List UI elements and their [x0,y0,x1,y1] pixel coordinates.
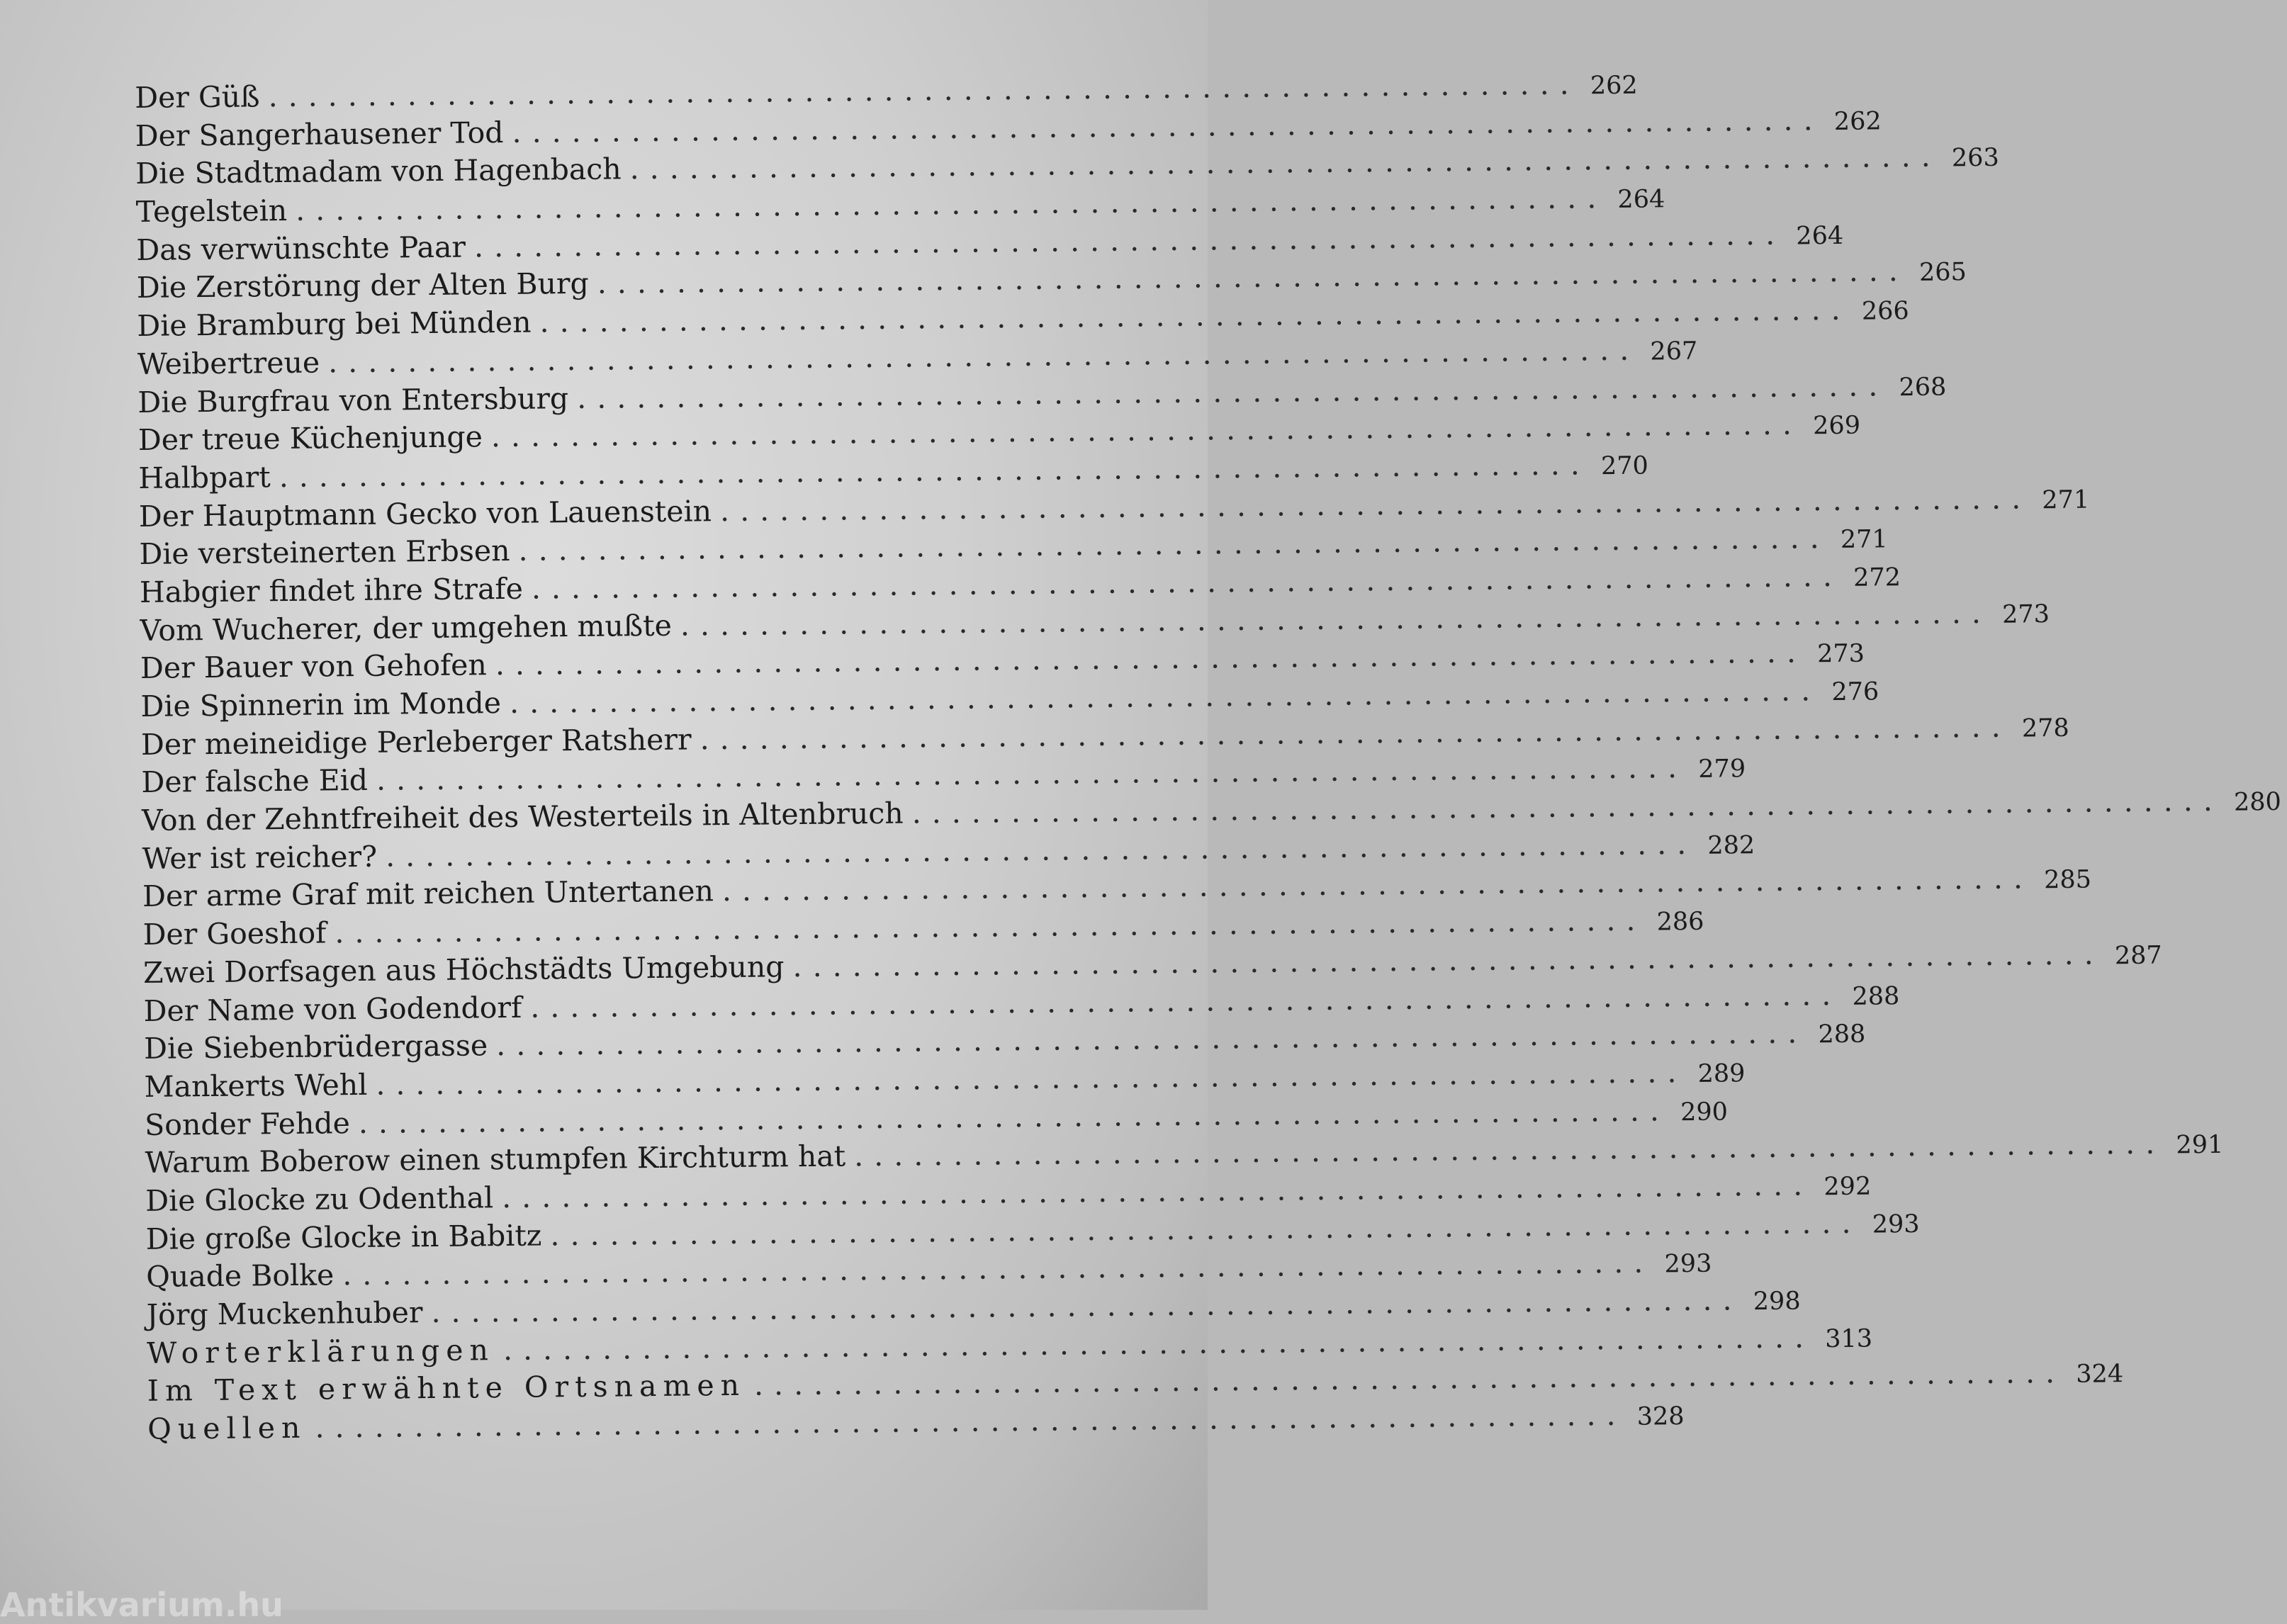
toc-entry-title: Die Bramburg bei Münden [137,305,532,344]
dot-leader: .................................................................. [680,595,1992,643]
dot-leader: .................................................................. [495,1015,1808,1063]
toc-entry-page: 276 [1831,677,1879,707]
toc-entry-page: 288 [1852,981,1900,1011]
toc-entry-title: Die Stadtmadam von Hagenbach [135,152,622,191]
toc-entry-page: 293 [1872,1209,1920,1239]
toc-entry-page: 264 [1796,221,1844,251]
toc-entry-page: 271 [1840,525,1888,555]
toc-entry-title: Der treue Küchenjunge [137,419,483,458]
toc-entry-title: Quade Bolke [145,1258,335,1295]
toc-entry [147,1397,1685,1449]
dot-leader: .................................................................. [342,1245,1654,1292]
toc-entry-title: Der Güß [135,79,260,115]
dot-leader: .................................................................. [721,861,2034,908]
toc-entry-title: Worterklärungen [147,1332,495,1370]
toc-entry-page: 266 [1861,297,1909,326]
toc-entry-title: Warum Boberow einen stumpfen Kirchturm hat [145,1139,846,1180]
toc-entry-title: Vom Wucherer, der umgehen mußte [140,608,673,648]
dot-leader: .................................................................. [502,1320,1815,1367]
dot-leader: .................................................................. [376,750,1688,798]
dot-leader: .................................................................. [531,558,1843,606]
dot-leader: .................................................................. [315,1397,1626,1445]
toc-entry-title: Der Hauptmann Gecko von Lauenstein [138,493,712,534]
toc-entry-page: 262 [1590,71,1638,101]
toc-entry-page: 269 [1812,411,1861,441]
dot-leader: .................................................................. [853,1126,2166,1173]
toc-entry-title: Die Burgfrau von Entersburg [137,380,569,419]
toc-entry-page: 288 [1818,1020,1866,1049]
toc-entry-title: Die versteinerten Erbsen [139,534,510,572]
toc-entry-page: 293 [1664,1250,1712,1279]
dot-leader: .................................................................. [629,139,1941,186]
dot-leader: .................................................................. [539,292,1851,339]
toc-entry-title: Wer ist reicher? [142,839,378,876]
toc-entry-title: Der arme Graf mit reichen Untertanen [142,874,714,914]
dot-leader: .................................................................. [550,1205,1862,1253]
dot-leader: .................................................................. [501,1168,1814,1215]
toc-entry-page: 272 [1853,563,1901,592]
toc-entry-title: Der meineidige Perleberger Ratsherr [140,722,692,762]
dot-leader: .................................................................. [719,480,2032,528]
dot-leader: .................................................................. [327,332,1640,380]
dot-leader: .................................................................. [335,903,1646,950]
toc-entry-title: Quellen [147,1410,307,1446]
toc-entry-page: 271 [2042,485,2090,514]
dot-leader: .................................................................. [699,709,2011,757]
toc-entry-title: Der Sangerhausener Tod [135,115,504,153]
toc-entry-page: 267 [1650,337,1698,366]
toc-entry-page: 286 [1656,907,1704,937]
dot-leader: .................................................................. [512,102,1824,150]
toc-entry-page: 268 [1899,372,1947,402]
toc-entry-page: 282 [1707,830,1755,860]
toc-entry-title: Die Glocke zu Odenthal [145,1180,494,1218]
dot-leader: .................................................................. [509,673,1821,720]
toc-entry-title: Die große Glocke in Babitz [145,1218,542,1256]
toc-entry-title: Mankerts Wehl [144,1067,368,1104]
toc-entry-title: Zwei Dorfsagen aus Höchstädts Umgebung [142,949,785,990]
toc-entry-page: 279 [1698,755,1746,784]
toc-entry-page: 289 [1697,1059,1746,1088]
toc-entry-page: 278 [2021,714,2069,743]
toc-entry-title: Sonder Fehde [144,1105,351,1142]
toc-entry-page: 285 [2043,865,2092,895]
toc-entry-page: 324 [2076,1360,2124,1389]
dot-leader: .................................................................. [473,217,1786,264]
dot-leader: .................................................................. [490,407,1803,454]
toc-entry-page: 263 [1951,144,1999,173]
toc-entry-page: 298 [1753,1287,1801,1316]
toc-entry-title: Die Siebenbrüdergasse [143,1028,488,1066]
toc-entry-page: 262 [1833,107,1882,136]
toc-entry-page: 290 [1680,1098,1729,1127]
toc-entry-title: Die Zerstörung der Alten Burg [136,266,589,305]
toc-entry-page: 313 [1825,1324,1873,1353]
toc-entry-title: Von der Zehntfreiheit des Westerteils in Altenbruch [141,796,904,838]
toc-entry-title: Das verwünschte Paar [136,230,466,267]
dot-leader: .................................................................. [385,826,1697,874]
dot-leader: .................................................................. [431,1282,1743,1330]
toc-entry-page: 270 [1600,451,1649,481]
dot-leader: .................................................................. [792,937,2104,983]
dot-leader: .................................................................. [529,977,1842,1025]
dot-leader: .................................................................. [268,67,1580,114]
toc-entry-title: Der Bauer von Gehofen [140,648,488,686]
dot-leader: .................................................................. [279,447,1591,494]
toc-entry-title: Der Goeshof [142,915,327,952]
toc-entry-title: Die Spinnerin im Monde [140,686,502,723]
dot-leader: .................................................................. [495,635,1807,682]
toc-entry-page: 280 [2233,788,2281,817]
toc-entry-title: Jörg Muckenhuber [146,1295,423,1332]
toc-entry-page: 291 [2176,1131,2224,1160]
toc-entry-title: Weibertreue [137,345,320,381]
toc-entry-title: Tegelstein [135,193,288,230]
toc-entry-title: Der falsche Eid [141,763,369,800]
toc-entry-page: 292 [1824,1172,1872,1202]
toc-entry-title: Habgier findet ihre Strafe [139,571,524,609]
dot-leader: .................................................................. [376,1054,1687,1102]
toc-entry-page: 328 [1636,1402,1685,1431]
toc-entry-page: 264 [1617,185,1665,214]
dot-leader: .................................................................. [911,783,2224,830]
toc-entry-title: Der Name von Godendorf [143,990,522,1028]
dot-leader: .................................................................. [295,181,1607,227]
watermark: Antikvarium.hu [0,1586,283,1624]
dot-leader: .................................................................. [576,368,1889,415]
toc-entry-page: 287 [2114,941,2162,971]
dot-leader: .................................................................. [597,254,1909,301]
toc-entry-page: 273 [2001,599,2050,629]
dot-leader: .................................................................. [518,521,1830,568]
toc-entry-page: 273 [1816,639,1865,669]
toc-entry-page: 265 [1918,258,1967,288]
dot-leader: .................................................................. [358,1093,1670,1140]
table-of-contents [135,67,2281,1449]
dot-leader: .................................................................. [753,1355,2066,1403]
toc-entry-title: Halbpart [138,460,271,495]
toc-entry-title: Im Text erwähnte Ortsnamen [147,1368,746,1409]
